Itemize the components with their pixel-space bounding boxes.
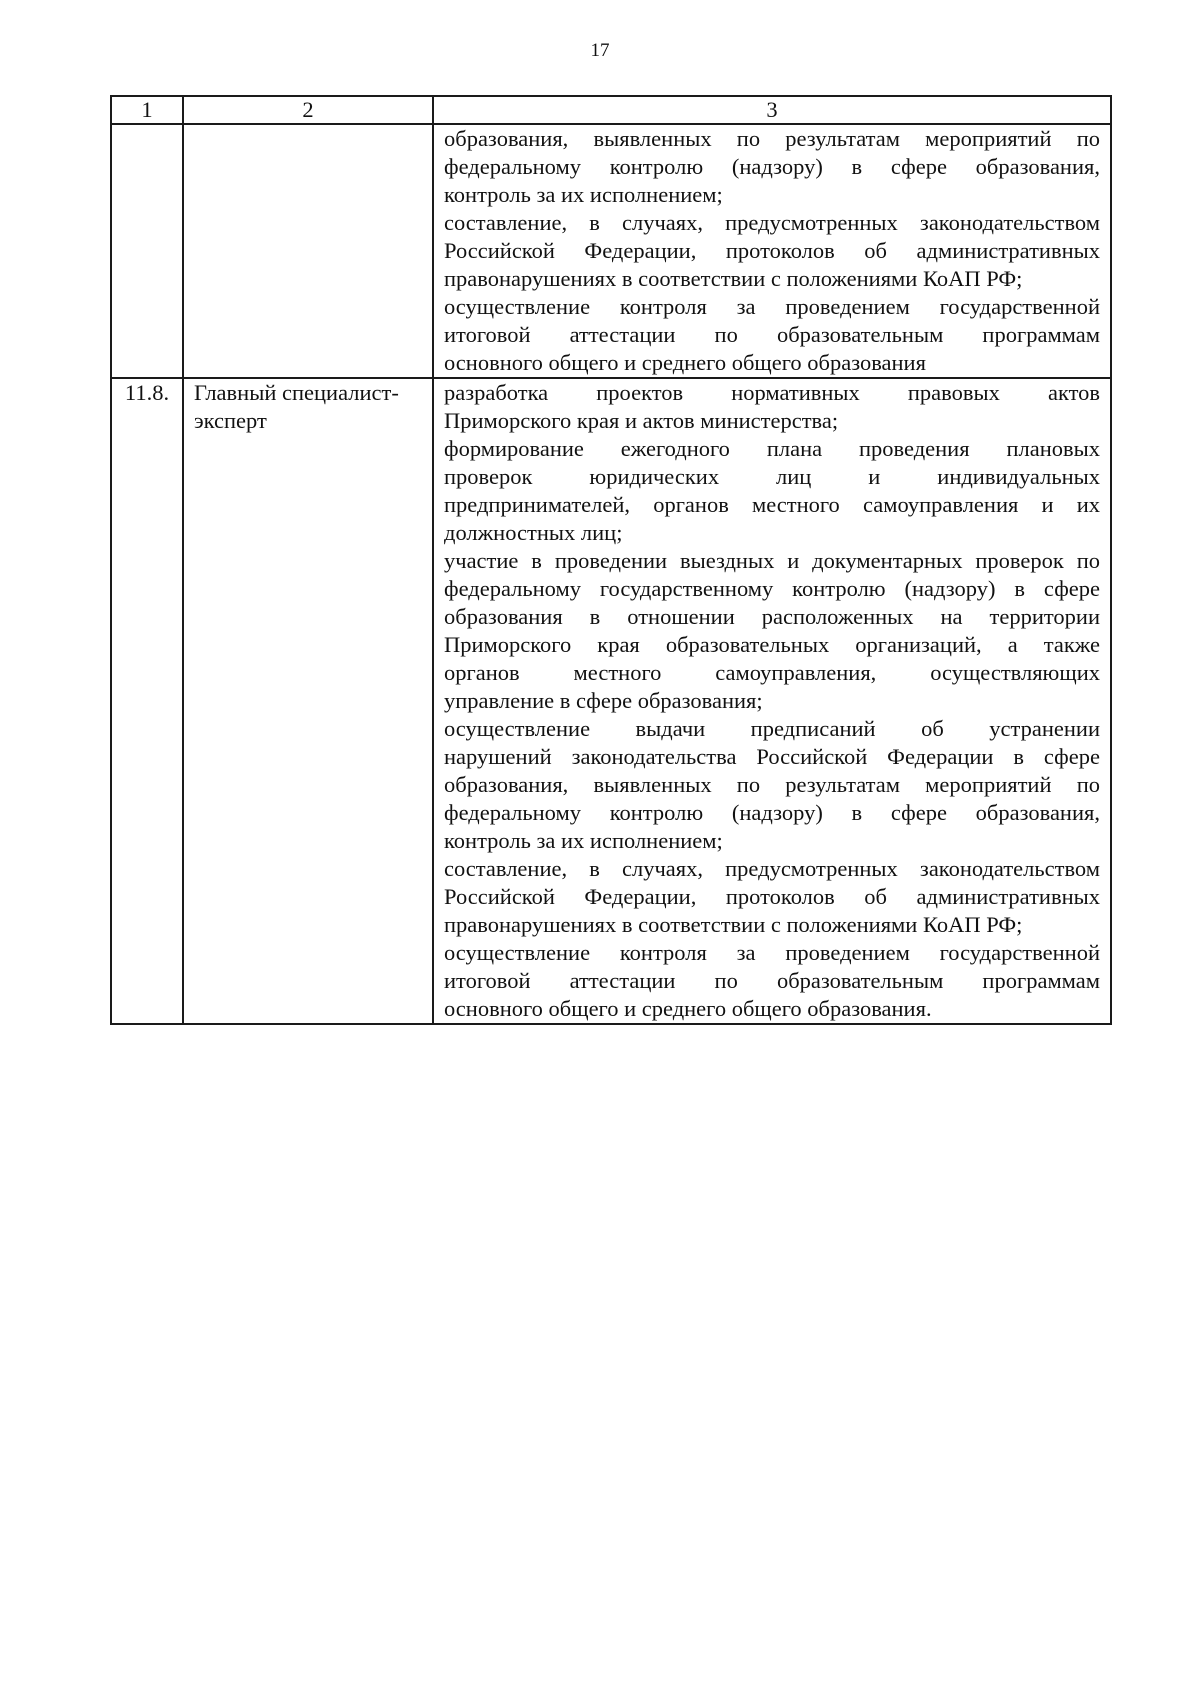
position-cell <box>183 124 433 378</box>
table-header-row <box>111 96 1111 124</box>
header-col-3: 3 <box>433 96 1111 124</box>
header-col-2: 2 <box>183 96 433 124</box>
position-line: Главный специалист- <box>194 380 399 405</box>
position-title <box>194 379 422 435</box>
duty-line: Приморского края и актов министерства; <box>444 408 839 433</box>
row-number-cell <box>111 124 183 378</box>
duty-paragraph <box>444 547 1100 715</box>
duty-line: осуществление выдачи предписаний об устранении <box>444 716 1100 741</box>
duty-line: составление, в случаях, предусмотренных законодательством <box>444 210 1100 235</box>
duty-paragraph <box>444 855 1100 939</box>
duty-line: образования, выявленных по результатам мероприятий по <box>444 126 1100 151</box>
duty-line: федеральному контролю (надзору) в сфере образования, <box>444 800 1100 825</box>
duty-line: разработка проектов нормативных правовых актов <box>444 380 1100 405</box>
row-number-cell: 11.8. <box>111 378 183 1024</box>
duty-line: правонарушениях в соответствии с положениями КоАП РФ; <box>444 266 1023 291</box>
duty-line: осуществление контроля за проведением государственной <box>444 940 1100 965</box>
duty-line: должностных лиц; <box>444 520 623 545</box>
duty-line: осуществление контроля за проведением государственной <box>444 294 1100 319</box>
duty-line: правонарушениях в соответствии с положениями КоАП РФ; <box>444 912 1023 937</box>
duties-cell <box>433 124 1111 378</box>
duty-line: основного общего и среднего общего образования <box>444 350 926 375</box>
table-row <box>111 378 1111 1024</box>
duty-line: федеральному государственному контролю (надзору) в сфере <box>444 576 1100 601</box>
duty-paragraph <box>444 939 1100 1023</box>
duty-line: основного общего и среднего общего образования. <box>444 996 932 1021</box>
duty-line: составление, в случаях, предусмотренных законодательством <box>444 856 1100 881</box>
header-col-1: 1 <box>111 96 183 124</box>
duty-line: проверок юридических лиц и индивидуальных <box>444 464 1100 489</box>
duty-line: нарушений законодательства Российской Федерации в сфере <box>444 744 1100 769</box>
duty-paragraph <box>444 435 1100 547</box>
duty-line: предпринимателей, органов местного самоуправления и их <box>444 492 1100 517</box>
duty-line: Российской Федерации, протоколов об административных <box>444 884 1100 909</box>
duty-line: контроль за их исполнением; <box>444 182 723 207</box>
duty-paragraph <box>444 715 1100 855</box>
duty-line: образования, выявленных по результатам мероприятий по <box>444 772 1100 797</box>
duty-line: контроль за их исполнением; <box>444 828 723 853</box>
duty-line: федеральному контролю (надзору) в сфере образования, <box>444 154 1100 179</box>
duty-line: управление в сфере образования; <box>444 688 763 713</box>
position-cell <box>183 378 433 1024</box>
duty-paragraph <box>444 209 1100 293</box>
table-row <box>111 124 1111 378</box>
duty-line: итоговой аттестации по образовательным программам <box>444 968 1100 993</box>
duty-line: образования в отношении расположенных на территории <box>444 604 1100 629</box>
duty-paragraph <box>444 379 1100 435</box>
duty-line: формирование ежегодного плана проведения плановых <box>444 436 1100 461</box>
page-number: 17 <box>590 40 610 61</box>
duty-line: участие в проведении выездных и документарных проверок по <box>444 548 1100 573</box>
duties-cell <box>433 378 1111 1024</box>
duties-table <box>110 95 1112 1025</box>
duty-line: Приморского края образовательных организаций, а также <box>444 632 1100 657</box>
duty-paragraph <box>444 125 1100 209</box>
duty-line: Российской Федерации, протоколов об административных <box>444 238 1100 263</box>
position-line: эксперт <box>194 408 267 433</box>
duty-line: органов местного самоуправления, осуществляющих <box>444 660 1100 685</box>
duty-paragraph <box>444 293 1100 377</box>
duty-line: итоговой аттестации по образовательным программам <box>444 322 1100 347</box>
